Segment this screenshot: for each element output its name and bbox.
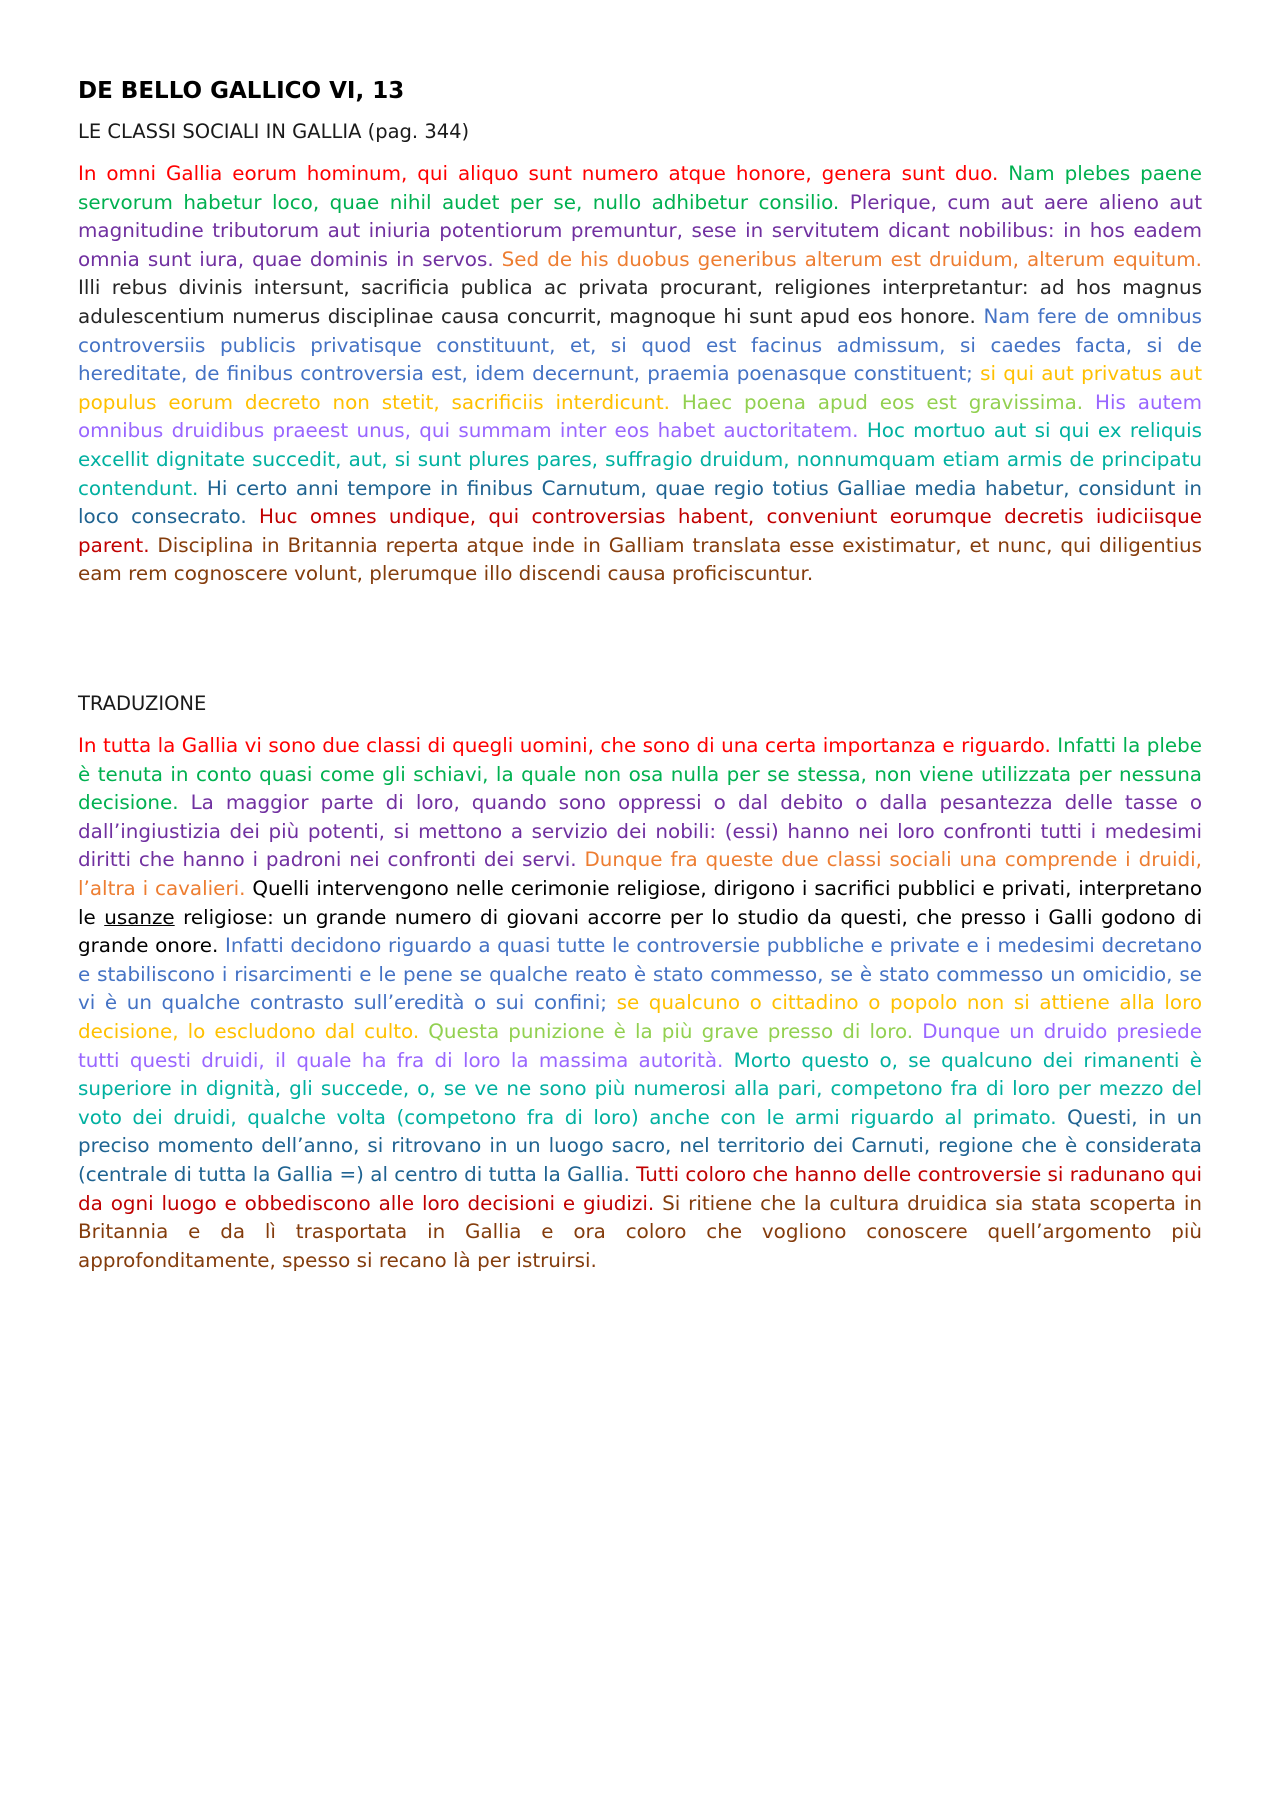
- latin-section: [78, 160, 1202, 690]
- latin-paragraph: [78, 160, 1202, 589]
- translation-paragraph: [78, 732, 1202, 1275]
- translation-sentence: Infatti decidono riguardo a quasi tutte le controversie pubbliche e private e i medesimi decretano e stabiliscono i risarcimenti e le pene se qualche reato è stato commesso, se è stato commesso un omicidio, se vi è un qualche contrasto sull’eredità o sui confini;: [78, 934, 1202, 1015]
- document-subtitle: LE CLASSI SOCIALI IN GALLIA (pag. 344): [78, 120, 470, 143]
- translation-sentence: Dunque fra queste due classi sociali una comprende i druidi, l’altra i cavalieri.: [78, 848, 1202, 900]
- translation-sentence: se qualcuno o cittadino o popolo non si attiene alla loro decisione, lo escludono dal culto.: [78, 991, 1202, 1043]
- latin-sentence: Illi rebus divinis intersunt, sacrificia publica ac privata procurant, religiones interpretantur: ad hos magnus adulescentium numerus disciplinae causa concurrit, magnoque hi sunt apud eos honore.: [78, 276, 1202, 328]
- translation-sentence: Si ritiene che la cultura druidica sia stata scoperta in Britannia e da lì trasportata in Gallia e ora coloro che vogliono conoscere quell’argomento più approfonditamente, spesso si recano là per istruirsi.: [78, 1191, 1202, 1272]
- latin-sentence: Plerique, cum aut aere alieno aut magnitudine tributorum aut iniuria potentiorum premuntur, sese in servitutem dicant nobilibus: in hos eadem omnia sunt iura, quae dominis in servos.: [78, 190, 1202, 271]
- translation-sentence: usanze: [104, 905, 175, 929]
- latin-sentence: Sed de his duobus generibus alterum est druidum, alterum equitum.: [501, 247, 1202, 271]
- translation-heading: TRADUZIONE: [78, 692, 207, 715]
- latin-sentence: His autem omnibus druidibus praeest unus, qui summam inter eos habet auctoritatem.: [78, 390, 1202, 443]
- translation-sentence: In tutta la Gallia vi sono due classi di quegli uomini, che sono di una certa importanza e riguardo.: [78, 734, 1058, 757]
- latin-sentence: In omni Gallia eorum hominum, qui aliquo sunt numero atque honore, genera sunt duo.: [78, 162, 1009, 185]
- translation-sentence: Infatti la plebe è tenuta in conto quasi come gli schiavi, la quale non osa nulla per se stessa, non viene utilizzata per nessuna decisione.: [78, 734, 1202, 815]
- translation-sentence: Tutti coloro che hanno delle controversie si radunano qui da ogni luogo e obbediscono alle loro decisioni e giudizi.: [78, 1162, 1202, 1215]
- latin-sentence: Hoc mortuo aut si qui ex reliquis excellit dignitate succedit, aut, si sunt plures pares, suffragio druidum, nonnumquam etiam armis de principatu contendunt.: [78, 419, 1203, 500]
- translation-sentence: La maggior parte di loro, quando sono oppressi o dal debito o dalla pesantezza delle tasse o dall’ingiustizia dei più potenti, si mettono a servizio dei nobili: (essi) hanno nei loro confronti tutti i medesimi diritti che hanno i padroni nei confronti dei servi.: [78, 791, 1203, 872]
- latin-sentence: Nam plebes paene servorum habetur loco, quae nihil audet per se, nullo adhibetur consilio.: [78, 162, 1202, 214]
- latin-sentence: Hi certo anni tempore in finibus Carnutum, quae regio totius Galliae media habetur, considunt in loco consecrato.: [78, 476, 1203, 529]
- latin-sentence: Nam fere de omnibus controversiis publicis privatisque constituunt, et, si quod est facinus admissum, si caedes facta, si de hereditate, de finibus controversia est, idem decernunt, praemia poenasque constituent;: [78, 304, 1202, 386]
- translation-sentence: Quelli intervengono nelle cerimonie religiose, dirigono i sacrifici pubblici e privati, interpretano le: [78, 876, 1202, 929]
- latin-sentence: si qui aut privatus aut populus eorum decreto non stetit, sacrificiis interdicunt.: [78, 362, 1203, 414]
- translation-sentence: Questa punizione è la più grave presso di loro.: [428, 1019, 923, 1043]
- document-page: [78, 74, 1202, 1275]
- translation-sentence: religiose: un grande numero di giovani accorre per lo studio da questi, che presso i Galli godono di grande onore.: [78, 905, 1202, 958]
- translation-sentence: Morto questo o, se qualcuno dei rimanenti è superiore in dignità, gli succede, o, se ve ne sono più numerosi alla pari, competono fra di loro per mezzo del voto dei druidi, qualche volta (competono fra di loro) anche con le armi riguardo al primato.: [78, 1048, 1202, 1129]
- document-title: DE BELLO GALLICO VI, 13: [78, 78, 405, 104]
- latin-sentence: Huc omnes undique, qui controversias habent, conveniunt eorumque decretis iudiciisque parent.: [78, 505, 1202, 557]
- latin-sentence: Disciplina in Britannia reperta atque inde in Galliam translata esse existimatur, et nunc, qui diligentius eam rem cognoscere volunt, plerumque illo discendi causa proficiscuntur.: [78, 533, 1203, 586]
- translation-sentence: Dunque un druido presiede tutti questi druidi, il quale ha fra di loro la massima autorità.: [78, 1019, 1202, 1072]
- latin-sentence: Haec poena apud eos est gravissima.: [681, 390, 1096, 414]
- translation-sentence: Questi, in un preciso momento dell’anno, si ritrovano in un luogo sacro, nel territorio dei Carnuti, regione che è considerata (centrale di tutta la Gallia =) al centro di tutta la Gallia.: [78, 1105, 1202, 1186]
